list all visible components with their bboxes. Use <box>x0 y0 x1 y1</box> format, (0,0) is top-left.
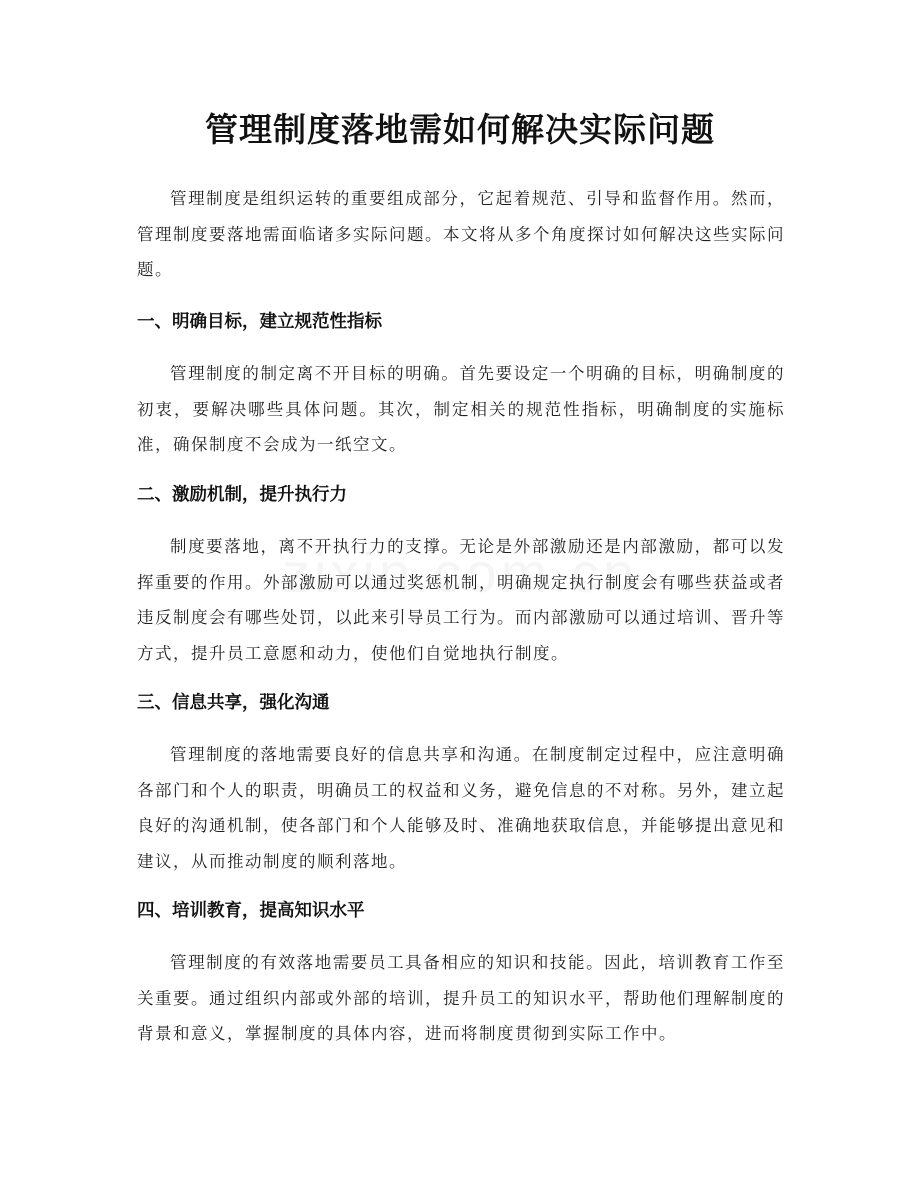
section-4-body: 管理制度的有效落地需要员工具备相应的知识和技能。因此，培训教育工作至关重要。通过组织内部或外部的培训，提升员工的知识水平，帮助他们理解制度的背景和意义，掌握制度的具体内容，进而将制度贯彻到实际工作中。 <box>137 953 785 1043</box>
page-title: 管理制度落地需如何解决实际问题 <box>205 110 715 149</box>
section-4-heading: 四、培训教育，提高知识水平 <box>137 901 365 921</box>
intro-paragraph: 管理制度是组织运转的重要组成部分，它起着规范、引导和监督作用。然而，管理制度要落地需面临诸多实际问题。本文将从多个角度探讨如何解决这些实际问题。 <box>137 189 785 279</box>
section-1-body: 管理制度的制定离不开目标的明确。首先要设定一个明确的目标，明确制度的初衷，要解决哪些具体问题。其次，制定相关的规范性指标，明确制度的实施标准，确保制度不会成为一纸空文。 <box>137 364 785 454</box>
section-2-heading: 二、激励机制，提升执行力 <box>137 485 347 505</box>
section-1-heading: 一、明确目标，建立规范性指标 <box>137 312 382 332</box>
section-3-body: 管理制度的落地需要良好的信息共享和沟通。在制度制定过程中，应注意明确各部门和个人的职责，明确员工的权益和义务，避免信息的不对称。另外，建立起良好的沟通机制，使各部门和个人能够及时、准确地获取信息，并能够提出意见和建议，从而推动制度的顺利落地。 <box>137 745 785 871</box>
section-3-heading: 三、信息共享，强化沟通 <box>137 693 330 713</box>
section-2-body: 制度要落地，离不开执行力的支撑。无论是外部激励还是内部激励，都可以发挥重要的作用。外部激励可以通过奖惩机制，明确规定执行制度会有哪些获益或者违反制度会有哪些处罚，以此来引导员工行为。而内部激励可以通过培训、晋升等方式，提升员工意愿和动力，使他们自觉地执行制度。 <box>137 537 785 663</box>
